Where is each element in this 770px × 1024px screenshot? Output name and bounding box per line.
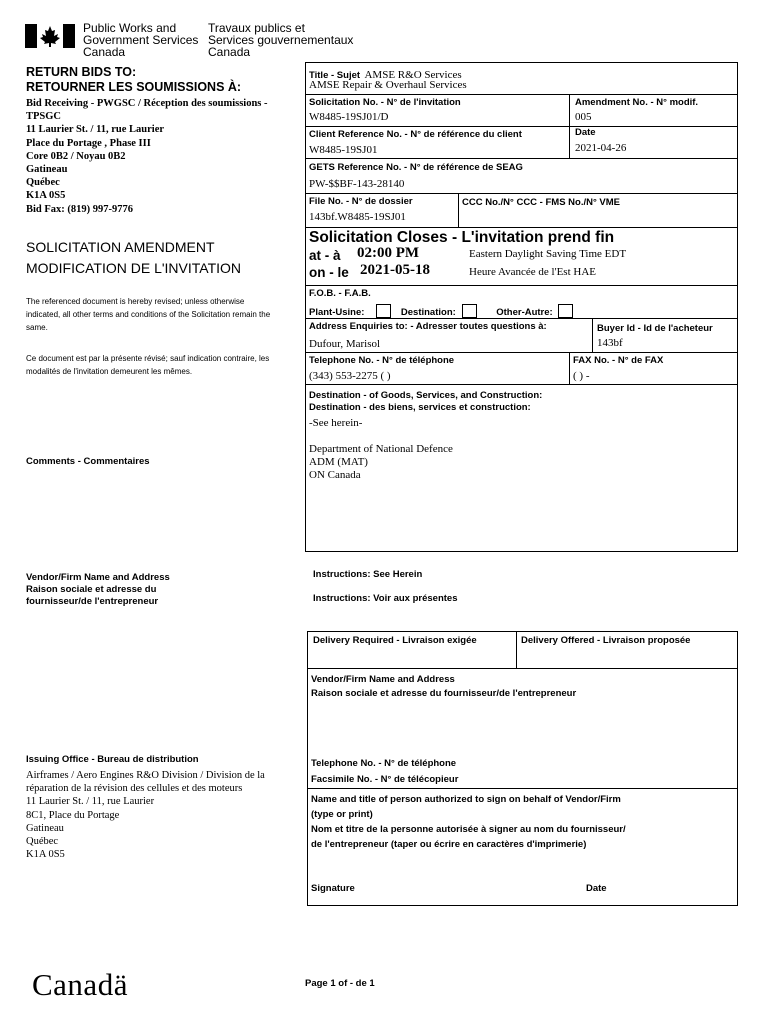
issuing-line: 11 Laurier St. / 11, rue Laurier	[26, 796, 155, 808]
destination-line: Department of National Defence	[309, 443, 453, 455]
return-bids-heading-en: RETURN BIDS TO:	[26, 65, 137, 79]
dept-fr-line: Services gouvernementaux	[208, 33, 354, 47]
issuing-line: Airframes / Aero Engines R&O Division / Division de la	[26, 770, 265, 781]
vendor-name-label-en: Vendor/Firm Name and Address	[311, 674, 455, 685]
vendor-facsimile-label: Facsimile No. - N° de télécopieur	[311, 774, 459, 785]
issuing-office-label: Issuing Office - Bureau de distribution	[26, 754, 199, 765]
signature-date-label: Date	[586, 883, 607, 894]
fob-label: F.O.B. - F.A.B.	[309, 288, 371, 299]
page-number: Page 1 of - de 1	[305, 978, 375, 989]
delivery-required-label: Delivery Required - Livraison exigée	[313, 635, 477, 646]
vendor-telephone-label: Telephone No. - N° de téléphone	[311, 758, 457, 769]
ccc-no-label: CCC No./N° CCC - FMS No./N° VME	[462, 197, 621, 208]
vendor-name-label-fr: Raison sociale et adresse du fournisseur/de l'entrepreneur	[311, 688, 577, 699]
closing-timezone-en: Eastern Daylight Saving Time EDT	[469, 248, 627, 260]
address-enquiries-value: Dufour, Marisol	[309, 338, 381, 350]
issuing-office-address	[26, 769, 265, 861]
buyer-id-label: Buyer Id - Id de l'acheteur	[597, 323, 713, 334]
title-en: SOLICITATION AMENDMENT	[26, 239, 215, 255]
closing-date-value: 2021-05-18	[360, 262, 430, 278]
destination-label-fr: Destination - des biens, services et construction:	[309, 402, 531, 413]
address-line: Core 0B2 / Noyau 0B2	[26, 150, 126, 162]
instructions-fr: Instructions: Voir aux présentes	[313, 593, 458, 604]
destination-checkbox[interactable]	[462, 304, 477, 318]
closing-at-label: at - à	[309, 248, 341, 263]
title-value: AMSE R&O Services	[364, 69, 462, 81]
solicitation-no-label: Solicitation No. - N° de l'invitation	[309, 97, 461, 108]
title-fr: MODIFICATION DE L'INVITATION	[26, 260, 242, 276]
solicitation-no-value: W8485-19SJ01/D	[309, 111, 389, 123]
return-bids-heading-fr: RETOURNER LES SOUMISSIONS À:	[26, 80, 242, 94]
client-reference-value: W8485-19SJ01	[309, 144, 378, 156]
authorized-line: (type or print)	[311, 809, 373, 820]
issuing-line: Gatineau	[26, 822, 64, 834]
dept-en-line: Government Services	[83, 33, 199, 47]
return-bids-heading	[26, 65, 241, 95]
file-no-value: 143bf.W8485-19SJ01	[309, 211, 406, 223]
canada-wordmark: Canadä	[32, 967, 128, 1002]
instructions-en: Instructions: See Herein	[313, 569, 423, 580]
destination-option-label: Destination:	[400, 307, 456, 318]
dept-fr-line: Travaux publics et	[208, 21, 305, 35]
date-value: 2021-04-26	[575, 142, 627, 154]
amendment-no-value: 005	[575, 111, 592, 123]
file-no-label: File No. - N° de dossier	[309, 196, 413, 207]
dept-en-line: Canada	[83, 45, 126, 59]
solicitation-amendment-title	[26, 237, 241, 279]
fax-label: FAX No. - N° de FAX	[573, 355, 664, 366]
closing-timezone-fr: Heure Avancée de l'Est HAE	[469, 266, 597, 278]
address-line: Bid Receiving - PWGSC / Réception des soumissions -	[26, 98, 268, 109]
address-line: Québec	[26, 177, 60, 189]
closing-on-label: on - le	[309, 265, 349, 280]
destination-see-herein: -See herein-	[309, 417, 363, 429]
authorized-line: de l'entrepreneur (taper ou écrire en caractères d'imprimerie)	[311, 839, 587, 850]
fob-options	[309, 302, 576, 320]
other-label: Other-Autre:	[496, 307, 553, 318]
delivery-offered-label: Delivery Offered - Livraison proposée	[521, 635, 691, 646]
closing-heading: Solicitation Closes - L'invitation prend fin	[309, 229, 615, 246]
authorized-line: Name and title of person authorized to sign on behalf of Vendor/Firm	[311, 794, 621, 805]
plant-checkbox[interactable]	[376, 304, 391, 318]
address-line: K1A 0S5	[26, 190, 66, 202]
destination-line: ON Canada	[309, 469, 361, 481]
amendment-no-label: Amendment No. - N° modif.	[575, 97, 699, 108]
telephone-label: Telephone No. - N° de téléphone	[309, 355, 455, 366]
authorized-line: Nom et titre de la personne autorisée à signer au nom du fournisseur/	[311, 824, 626, 835]
canada-flag-logo	[25, 24, 75, 48]
destination-label-en: Destination - of Goods, Services, and Construction:	[309, 390, 543, 401]
gets-reference-label: GETS Reference No. - N° de référence de SEAG	[309, 162, 523, 173]
dept-fr-line: Canada	[208, 45, 251, 59]
buyer-id-value: 143bf	[597, 337, 623, 349]
comments-label: Comments - Commentaires	[26, 456, 150, 467]
maple-leaf-icon	[25, 24, 75, 48]
destination-line: ADM (MAT)	[309, 456, 368, 468]
vendor-name-label-left: Vendor/Firm Name and Address Raison sociale et adresse du fournisseur/de l'entrepreneur	[26, 572, 170, 607]
bid-fax-line: Bid Fax: (819) 997-9776	[26, 203, 134, 215]
title-label: Title - Sujet	[309, 70, 361, 81]
fax-value: ( ) -	[573, 370, 590, 382]
gets-reference-value: PW-$$BF-143-28140	[309, 178, 405, 190]
revision-note-en: The referenced document is hereby revised; unless otherwise indicated, all other terms and conditions of the Solicitation remain the same.	[26, 297, 271, 332]
other-checkbox[interactable]	[558, 304, 573, 318]
plant-label: Plant-Usine:	[309, 307, 365, 318]
issuing-line: réparation de la révision des cellules et des moteurs	[26, 783, 243, 795]
title-value-2: AMSE Repair & Overhaul Services	[309, 79, 467, 91]
address-line: Place du Portage , Phase III	[26, 137, 151, 149]
department-name-en	[83, 22, 198, 58]
client-reference-label: Client Reference No. - N° de référence du client	[309, 129, 522, 140]
destination-address	[309, 443, 453, 482]
signature-label: Signature	[311, 883, 355, 894]
dept-en-line: Public Works and	[83, 21, 177, 35]
revision-note-fr: Ce document est par la présente révisé; sauf indication contraire, les modalités de l'invitation demeurent les mêmes.	[26, 354, 270, 376]
date-label: Date	[575, 127, 596, 138]
address-enquiries-label: Address Enquiries to: - Adresser toutes questions à:	[309, 321, 547, 332]
issuing-line: Québec	[26, 836, 59, 848]
issuing-line: 8C1, Place du Portage	[26, 809, 120, 821]
address-line: TPSGC	[26, 111, 62, 123]
address-line: 11 Laurier St. / 11, rue Laurier	[26, 124, 165, 136]
authorized-signer-label	[311, 792, 626, 852]
issuing-line: K1A 0S5	[26, 849, 65, 861]
department-name-fr	[208, 22, 353, 58]
telephone-value: (343) 553-2275 ( )	[309, 370, 391, 382]
return-bids-address	[26, 97, 268, 216]
closing-time-value: 02:00 PM	[357, 245, 420, 261]
address-line: Gatineau	[26, 164, 68, 176]
